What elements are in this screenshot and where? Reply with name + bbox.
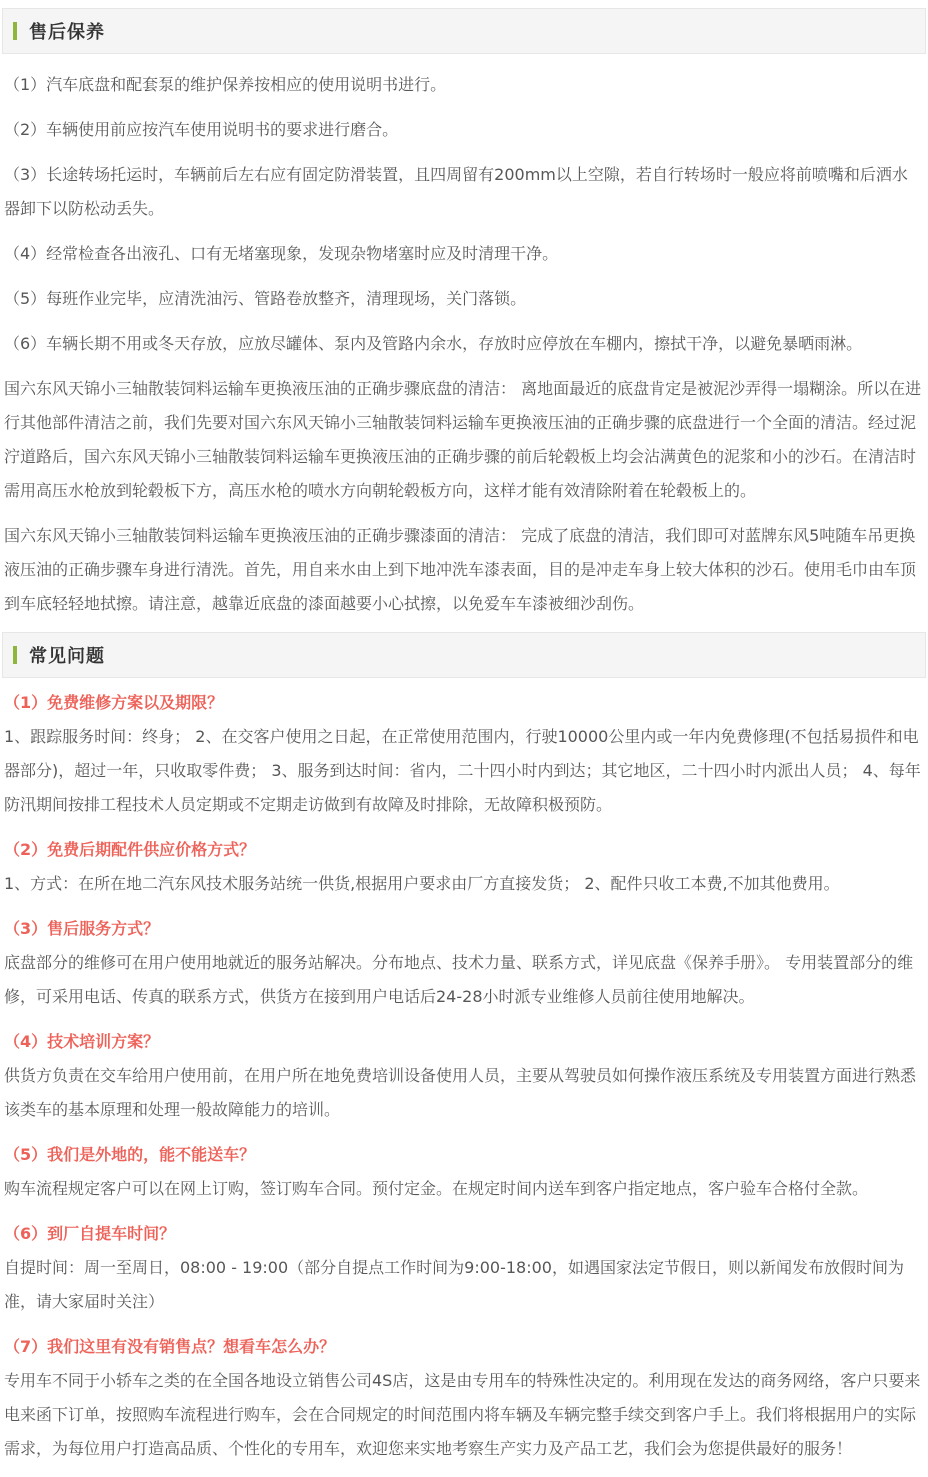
- section-header-maintenance: [2, 8, 926, 54]
- section-title-maintenance: 售后保养: [29, 22, 105, 43]
- faq-answer: 购车流程规定客户可以在网上订购，签订购车合同。预付定金。在规定时间内送车到客户指定地点，客户验车合格付全款。: [4, 1179, 869, 1198]
- faq-question: （4）技术培训方案？: [4, 1032, 160, 1051]
- faq-answer: 供货方负责在交车给用户使用前，在用户所在地免费培训设备使用人员，主要从驾驶员如何操作液压系统及专用装置方面进行熟悉该类车的基本原理和处理一般故障能力的培训。: [4, 1066, 917, 1119]
- maintenance-section: [2, 8, 926, 621]
- maintenance-paragraph: （1）汽车底盘和配套泵的维护保养按相应的使用说明书进行。: [4, 75, 447, 94]
- page-content: [0, 8, 928, 1466]
- faq-answer: 自提时间：周一至周日，08:00 - 19:00（部分自提点工作时间为9:00-18:00，如遇国家法定节假日，则以新闻发布放假时间为准，请大家届时关注）: [4, 1258, 904, 1311]
- faq-question: （3）售后服务方式？: [4, 919, 160, 938]
- faq-question: （5）我们是外地的，能不能送车？: [4, 1145, 256, 1164]
- section-header-faq: [2, 632, 926, 678]
- section-accent-bar: [13, 646, 17, 664]
- maintenance-paragraph: （6）车辆长期不用或冬天存放，应放尽罐体、泵内及管路内余水，存放时应停放在车棚内，擦拭干净，以避免暴晒雨淋。: [4, 334, 863, 353]
- faq-answer: 专用车不同于小轿车之类的在全国各地设立销售公司4S店，这是由专用车的特殊性决定的。利用现在发达的商务网络，客户只要来电来函下订单，按照购车流程进行购车，会在合同规定的时间范围内将车辆及车辆完整手续交到客户手上。我们将根据用户的实际需求，为每位用户打造高品质、个性化的专用车，欢迎您来实地考察生产实力及产品工艺，我们会为您提供最好的服务！: [4, 1371, 921, 1458]
- faq-answer: 底盘部分的维修可在用户使用地就近的服务站解决。分布地点、技术力量、联系方式，详见底盘《保养手册》。 专用装置部分的维修，可采用电话、传真的联系方式，供货方在接到用户电话后24-28小时派专业维修人员前往使用地解决。: [4, 953, 914, 1006]
- maintenance-paragraph: （5）每班作业完毕，应清洗油污、管路卷放整齐，清理现场，关门落锁。: [4, 289, 527, 308]
- faq-answer: 1、方式：在所在地二汽东风技术服务站统一供货,根据用户要求由厂方直接发货； 2、配件只收工本费,不加其他费用。: [4, 874, 840, 893]
- faq-body: [2, 678, 926, 1466]
- section-accent-bar: [13, 22, 17, 40]
- section-title-faq: 常见问题: [29, 646, 105, 667]
- faq-question: （1）免费维修方案以及期限？: [4, 693, 224, 712]
- maintenance-body: [2, 54, 926, 621]
- maintenance-paragraph: 国六东风天锦小三轴散装饲料运输车更换液压油的正确步骤漆面的清洁： 完成了底盘的清洁，我们即可对蓝牌东风5吨随车吊更换液压油的正确步骤车身进行清洗。首先，用自来水由上到下地冲洗车漆表面，目的是冲走车身上较大体积的沙石。使用毛巾由车顶到车底轻轻地拭擦。请注意，越靠近底盘的漆面越要小心拭擦，以免爱车车漆被细沙刮伤。: [4, 526, 917, 613]
- maintenance-paragraph: （2）车辆使用前应按汽车使用说明书的要求进行磨合。: [4, 120, 399, 139]
- faq-answer: 1、跟踪服务时间：终身； 2、在交客户使用之日起，在正常使用范围内，行驶10000公里内或一年内免费修理(不包括易损件和电器部分)，超过一年，只收取零件费； 3、服务到达时间：省内，二十四小时内到达；其它地区，二十四小时内派出人员； 4、每年防汛期间按排工程技术人员定期或不定期走访做到有故障及时排除，无故障积极预防。: [4, 727, 921, 814]
- faq-question: （2）免费后期配件供应价格方式？: [4, 840, 256, 859]
- faq-section: [2, 632, 926, 1466]
- maintenance-paragraph: （4）经常检查各出液孔、口有无堵塞现象，发现杂物堵塞时应及时清理干净。: [4, 244, 559, 263]
- faq-question: （7）我们这里有没有销售点？想看车怎么办？: [4, 1337, 336, 1356]
- maintenance-paragraph: 国六东风天锦小三轴散装饲料运输车更换液压油的正确步骤底盘的清洁： 离地面最近的底盘肯定是被泥沙弄得一塌糊涂。所以在进行其他部件清洁之前，我们先要对国六东风天锦小三轴散装饲料运输车更换液压油的正确步骤的底盘进行一个全面的清洁。经过泥泞道路后，国六东风天锦小三轴散装饲料运输车更换液压油的正确步骤的前后轮毂板上均会沾满黄色的泥浆和小的沙石。在清洁时需用高压水枪放到轮毂板下方，高压水枪的喷水方向朝轮毂板方向，这样才能有效清除附着在轮毂板上的。: [4, 379, 922, 500]
- maintenance-paragraph: （3）长途转场托运时，车辆前后左右应有固定防滑装置，且四周留有200mm以上空隙，若自行转场时一般应将前喷嘴和后洒水器卸下以防松动丢失。: [4, 165, 908, 218]
- faq-question: （6）到厂自提车时间？: [4, 1224, 176, 1243]
